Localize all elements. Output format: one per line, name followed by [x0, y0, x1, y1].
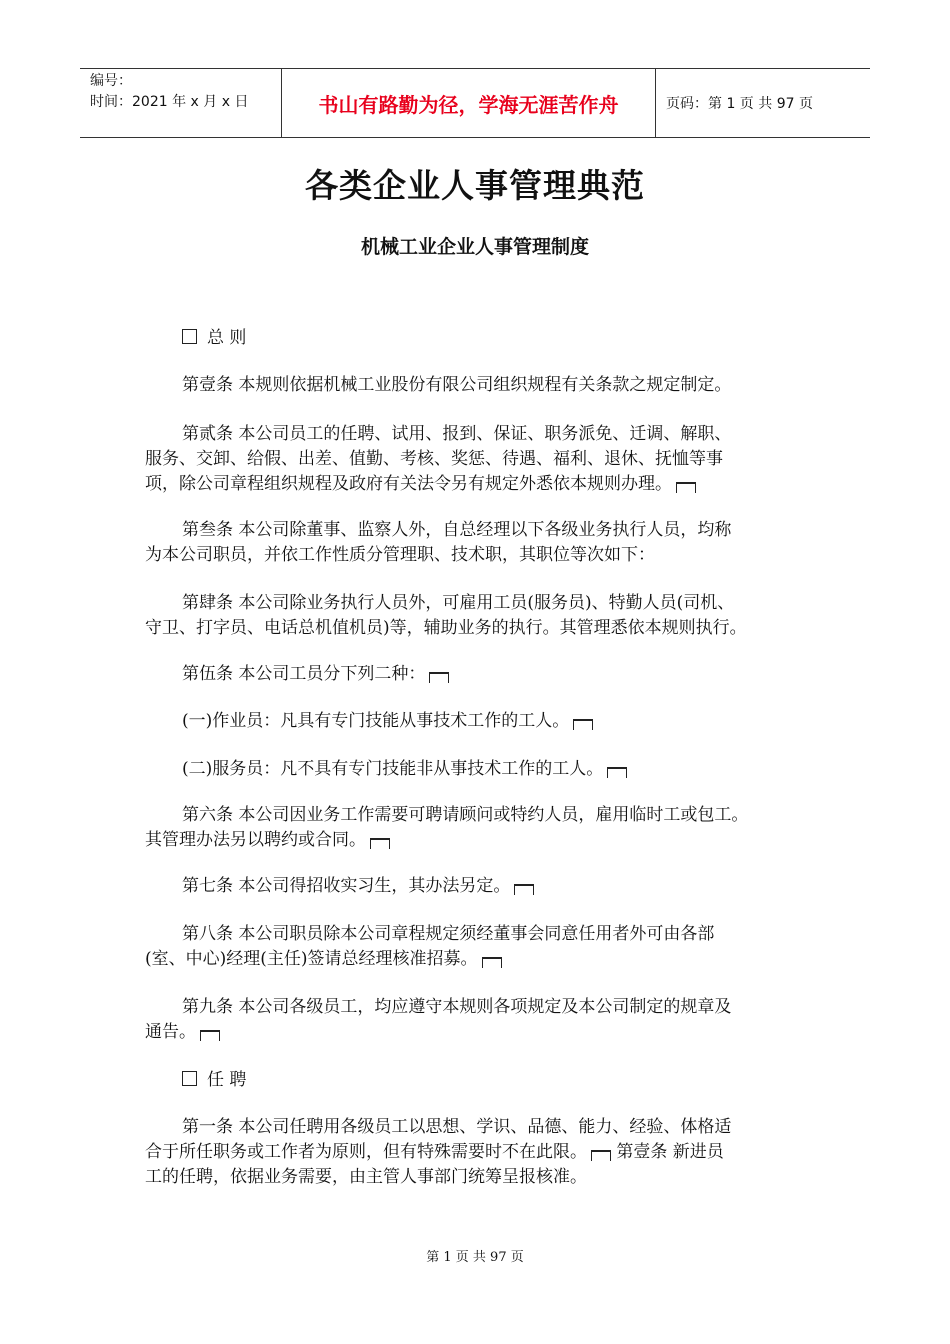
- date-label: 时间：2021 年 x 月 x 日: [90, 94, 249, 110]
- paragraph-mark-icon: [591, 1150, 611, 1161]
- article-9: 第九条 本公司各级员工，均应遵守本规则各项规定及本公司制定的规章及 通告。: [145, 997, 732, 1042]
- paragraph-mark-icon: [607, 767, 627, 778]
- document-subtitle: 机械工业企业人事管理制度: [360, 236, 589, 258]
- paragraph-mark-icon: [200, 1030, 220, 1041]
- article-5-item-2: (二)服务员：凡不具有专门技能非从事技术工作的工人。: [145, 757, 825, 782]
- article-5-item-1: (一)作业员：凡具有专门技能从事技术工作的工人。: [145, 709, 825, 734]
- paragraph-mark-icon: [429, 672, 449, 683]
- header-meta: [80, 69, 282, 137]
- hiring-article-1: 第一条 本公司任聘用各级员工以思想、学识、品德、能力、经验、体格适 合于所任职务或工作者为原则，但有特殊需要时不在此限。 第壹条 新进员 工的任聘，依据业务需要，由主管人事部门统筹呈报核准。: [145, 1117, 732, 1187]
- paragraph-mark-icon: [573, 719, 593, 730]
- article-5: 第伍条 本公司工员分下列二种：: [145, 662, 825, 687]
- number-label: 编号：: [90, 73, 132, 89]
- paragraph-mark-icon: [370, 838, 390, 849]
- article-8: 第八条 本公司职员除本公司章程规定须经董事会同意任用者外可由各部 (室、中心)经理(主任)签请总经理核准招募。: [145, 924, 715, 969]
- paragraph-mark-icon: [514, 884, 534, 895]
- article-6: 第六条 本公司因业务工作需要可聘请顾问或特约人员，雇用临时工或包工。 其管理办法另以聘约或合同。: [145, 805, 749, 850]
- page-footer: 第 1 页 共 97 页: [426, 1250, 524, 1265]
- document-title: 各类企业人事管理典范: [305, 166, 645, 205]
- article-4: 第肆条 本公司除业务执行人员外，可雇用工员(服务员)、特勤人员(司机、 守卫、打字员、电话总机值机员)等，辅助业务的执行。其管理悉依本规则执行。: [145, 593, 747, 638]
- article-1: 第壹条 本规则依据机械工业股份有限公司组织规程有关条款之规定制定。: [182, 375, 732, 395]
- section-heading-general: 总 则: [145, 326, 825, 351]
- header-motto: 书山有路勤为径，学海无涯苦作舟: [282, 69, 656, 137]
- article-7: 第七条 本公司得招收实习生，其办法另定。: [145, 874, 825, 899]
- checkbox-square-icon: [182, 1071, 197, 1086]
- paragraph-mark-icon: [482, 957, 502, 968]
- header-table: [80, 68, 870, 138]
- article-3: 第叁条 本公司除董事、监察人外，自总经理以下各级业务执行人员，均称 为本公司职员，并依工作性质分管理职、技术职，其职位等次如下：: [145, 520, 732, 565]
- article-2: 第贰条 本公司员工的任聘、试用、报到、保证、职务派免、迁调、解职、 服务、交卸、给假、出差、值勤、考核、奖惩、待遇、福利、退休、抚恤等事 项，除公司章程组织规程及政府有关法令另有规定外悉依本规则办理。: [145, 424, 732, 494]
- section-heading-hiring: 任 聘: [145, 1068, 825, 1093]
- paragraph-mark-icon: [676, 482, 696, 493]
- header-page-info: 页码：第 1 页 共 97 页: [666, 96, 813, 112]
- checkbox-square-icon: [182, 329, 197, 344]
